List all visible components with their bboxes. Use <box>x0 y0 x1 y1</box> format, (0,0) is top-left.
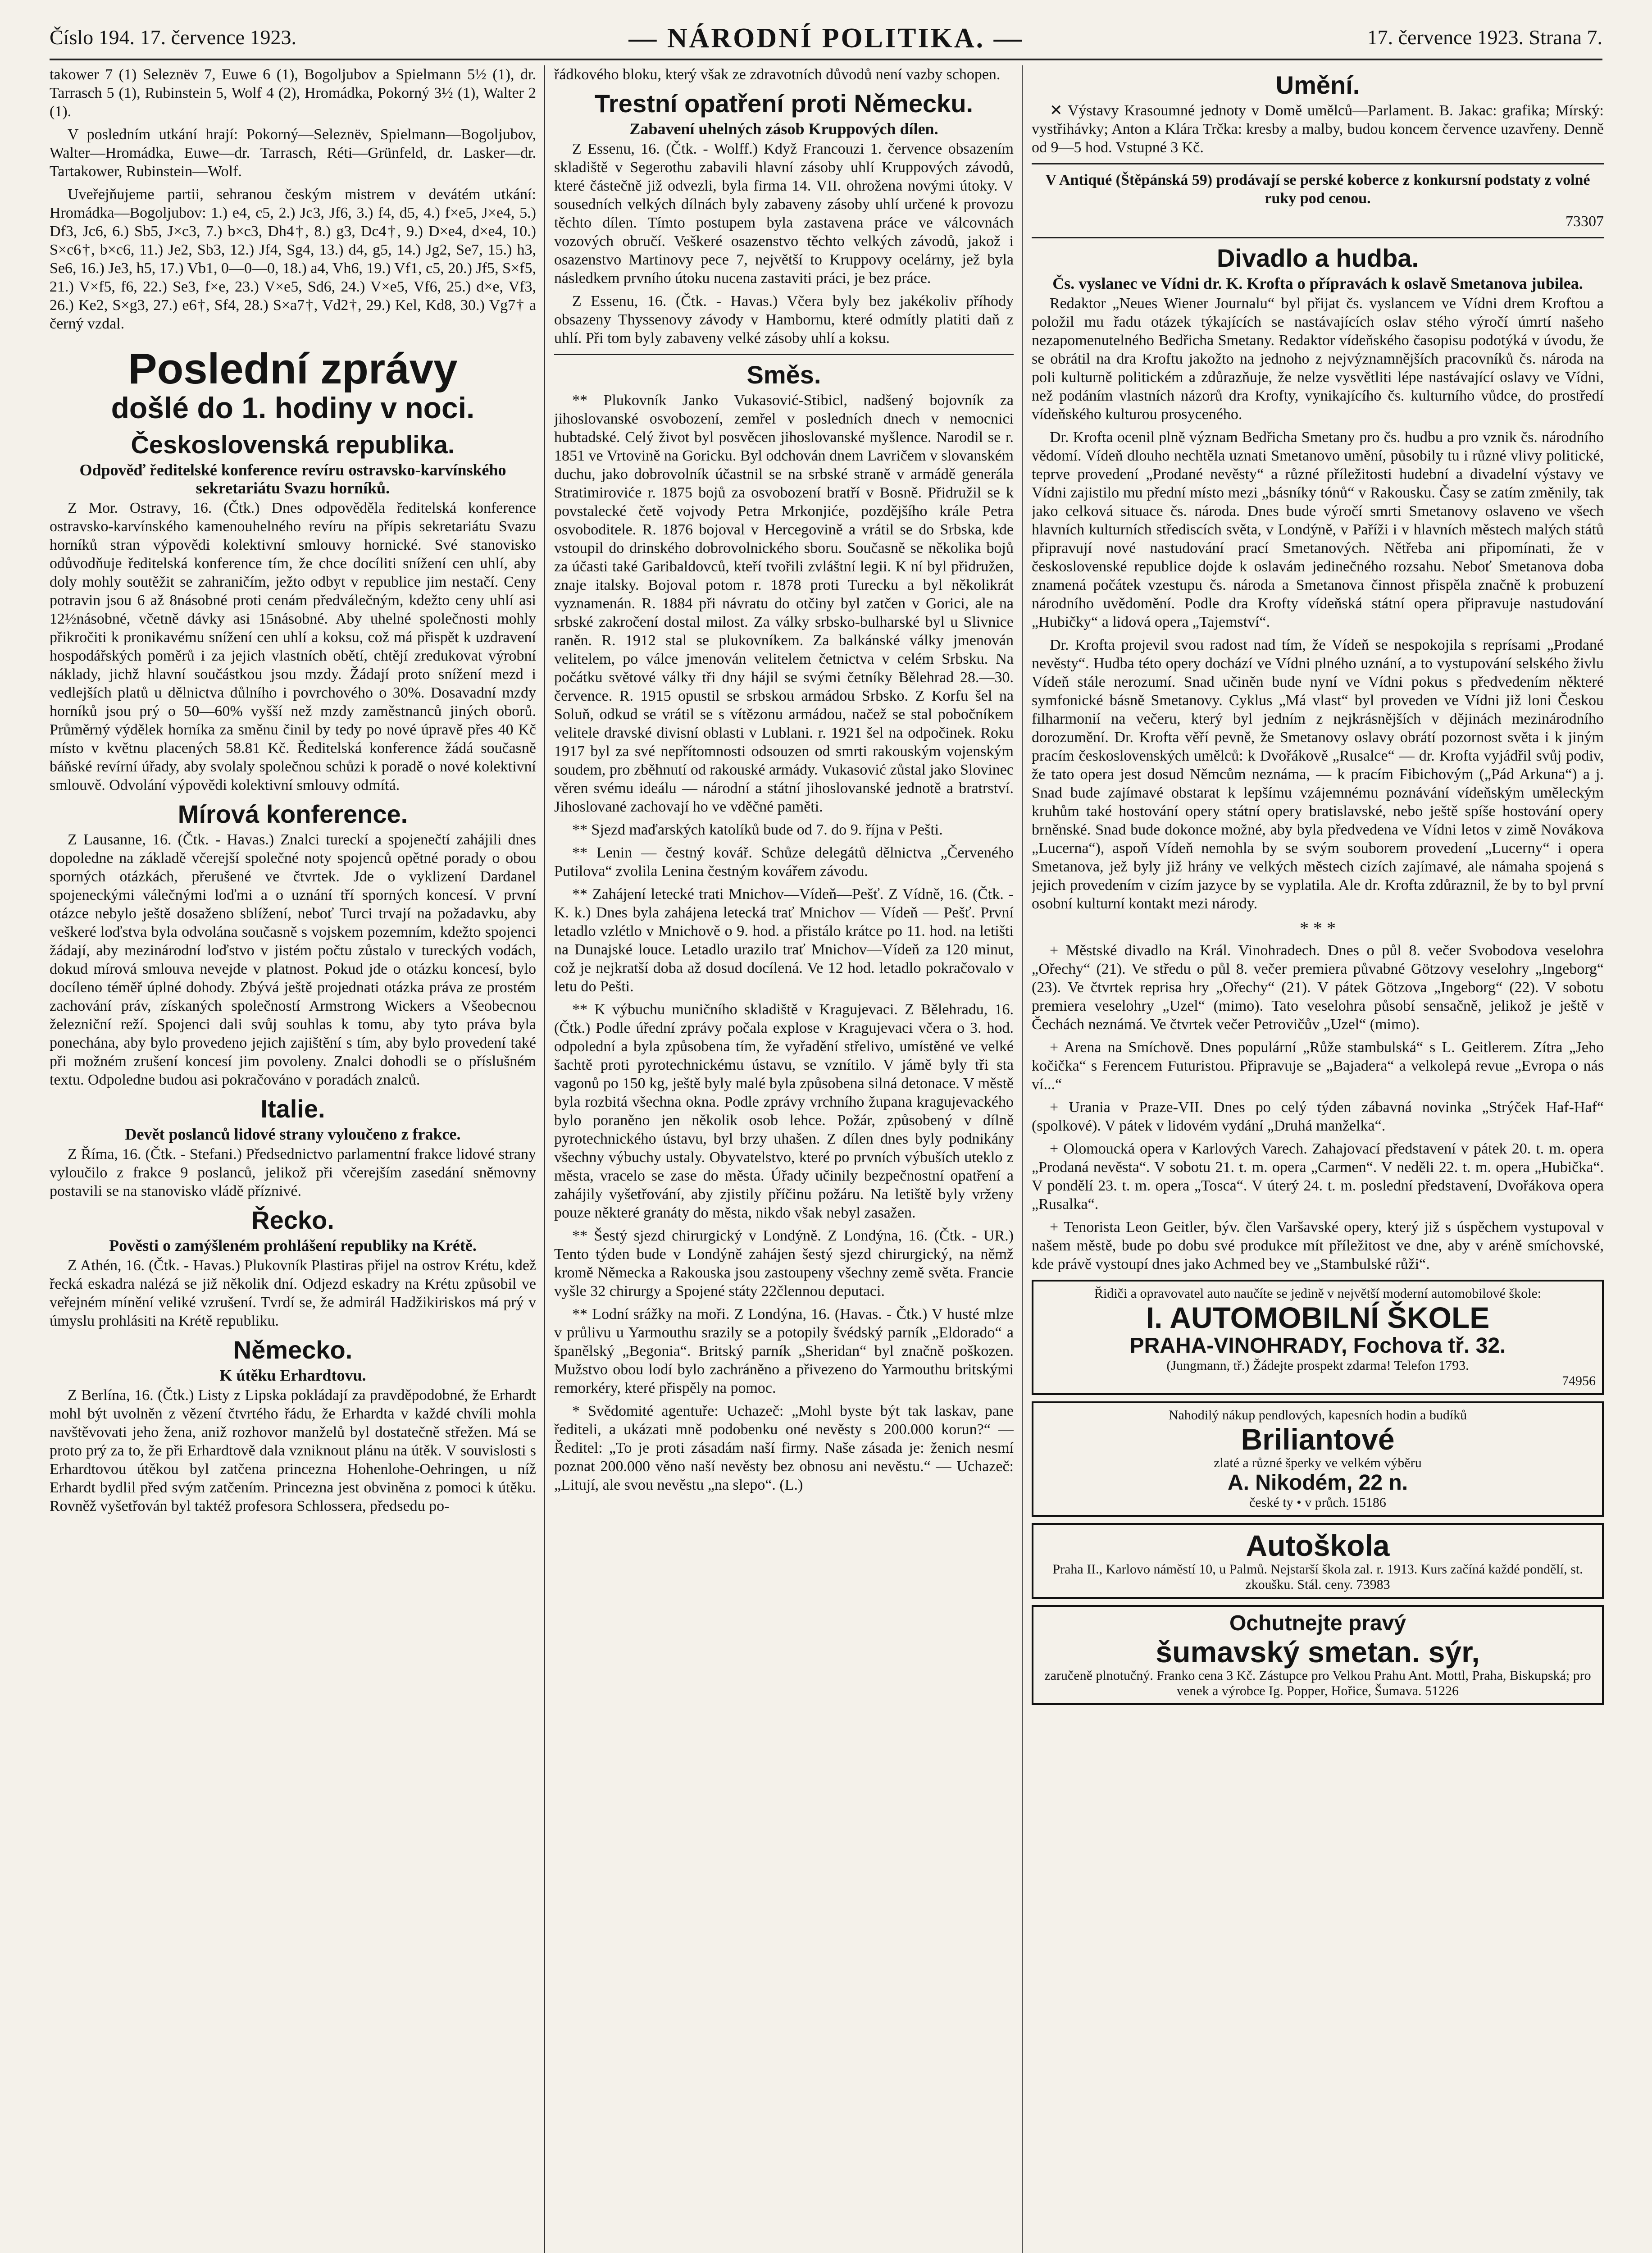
news-item: ** Šestý sjezd chirurgický v Londýně. Z Londýna, 16. (Čtk. - UR.) Tento týden bude v Londýně zahájen šestý sjezd chirurgický, na němž kromě Německa a Rakouska jsou zastoupeny všechny země světa. Francie vyšle 32 chirurgy a Spojené státy 22člennou deputaci. <box>554 1227 1014 1300</box>
column-rule <box>544 65 545 2253</box>
section-heading: Řecko. <box>251 1206 334 1234</box>
column-middle <box>554 65 1014 2253</box>
ad-name: A. Nikodém, 22 n. <box>1227 1471 1408 1495</box>
article-body: Z Athén, 16. (Čtk. - Havas.) Plukovník Plastiras přijel na ostrov Krétu, kdež řecká eskadra nalézá se již několik dní. Odjezd eskadry na Krétu způsobil ve veřejném mínění veliké vzrušení. Tvrdí se, že admirál Hadžikiriskos má prý v úmyslu prohlásiti na Krétě republiku. <box>50 1257 536 1329</box>
news-item: + Tenorista Leon Geitler, býv. člen Varšavské opery, který již s úspěchem vystupoval v našem městě, bude po dobu své produkce mít příležitost ve dne, aby v aréně smíchovské, kde právě vystoupí dnes jako Achmed bey ve „Stambulské růži“. <box>1032 1219 1604 1272</box>
news-item: + Urania v Praze-VII. Dnes po celý týden zábavná novinka „Strýček Haf-Haf“ (spolkové). V pátek v lidovém vydání „Druhá manželka“. <box>1032 1099 1604 1134</box>
late-news-title: Poslední zprávy <box>128 345 458 393</box>
ad-text: Ochutnejte pravý <box>1229 1611 1406 1635</box>
section-heading: Italie. <box>260 1095 325 1123</box>
ad-headline: Autoškola <box>1246 1529 1390 1562</box>
ad-number: 73307 <box>1566 213 1604 230</box>
ad-headline: I. AUTOMOBILNÍ ŠKOLE <box>1146 1301 1490 1334</box>
article-body: Dr. Krofta ocenil plně význam Bedřicha Smetany pro čs. hudbu a pro vznik čs. národního vědomí. Vídeň dlouho nechtěla uznati Smetanovo umění, působily tu i různé vlivy politické, teprve provedení „Prodané nevěsty“ a různé příležitosti hudební a divadelní výstavy ve Vídni zajistilo mu přední místo mezi „básníky tónů“ v Rakousku. Časy se zatím změnily, tak jako celková situace čs. národa. Dnes bude výročí smrti Smetanovy oslaveno ve všech hlavních kulturních střediscích světa, v Londýně, v Paříži i v hlavních městech malých států připravují nové nastudování prací Smetanových. Nětřeba ani připomínati, že v československé republice dojde k oslavám jedinečného rozsahu. Neboť Smetanova doba znamená počátek vzestupu čs. národa a Smetanova činnost přispěla značně k probuzení národního uvědomění. Podle dra Krofty vídeňská státní opera připravuje nastudování „Hubičky“ a lidová opera „Tajemství“. <box>1032 429 1604 630</box>
classified-ad: V Antiqué (Štěpánská 59) prodávají se perské koberce z konkursní podstaty z volné ruky pod cenou. <box>1045 172 1590 207</box>
ad-text: zaručeně plnotučný. Franko cena 3 Kč. Zástupce pro Velkou Prahu Ant. Mottl, Praha, Biskupská; pro venek a výrobce Ig. Popper, Hořice, Šumava. 51226 <box>1044 1668 1591 1698</box>
divider <box>1032 163 1604 164</box>
news-item: ✕ Výstavy Krasoumné jednoty v Domě umělců—Parlament. B. Jakac: grafika; Mírský: vystřihávky; Anton a Klára Trčka: kresby a malby, budou koncem července uzavřeny. Denně od 9—5 hod. Vstupné 3 Kč. <box>1032 102 1604 156</box>
article-body: Z Essenu, 16. (Čtk. - Wolff.) Když Francouzi 1. července obsazením skladiště v Segerothu zabavili hlavní zásoby uhlí Kruppových závodů, které částečně již odvezli, byla firma 14. VII. ohrožena novými útoky. V sousedních velkých dílnách byly zabaveny zásoby uhlí určené k provozu těchto dílen. Tímto postupem byla zastavena práce ve válcovnách vozových obručí. Veškeré osazenstvo těchto velkých závodů, jakož i osazenstvo Martinovy pece 7, největší to Kruppovy ocelárny, jež byla následkem prvního útoku nucena zastaviti práci, je bez práce. <box>554 141 1014 287</box>
late-news-subtitle: došlé do 1. hodiny v noci. <box>111 391 475 424</box>
issue-info: Číslo 194. 17. července 1923. <box>50 26 297 49</box>
page-header <box>50 23 1602 60</box>
chess-results: takower 7 (1) Seleznëv 7, Euwe 6 (1), Bogoljubov a Spielmann 5½ (1), dr. Tarrasch 5 (1), Rubinstein 5, Wolf 4 (2), Hromádka, Pokorný 3½ (1), Walter 2 (1). <box>50 66 536 120</box>
section-heading: Trestní opatření proti Německu. <box>594 89 974 118</box>
article-headline: Odpověď ředitelské konference revíru ostravsko-karvínského sekretariátu Svazu horníků. <box>79 461 506 497</box>
news-item: ** K výbuchu muničního skladiště v Kragujevaci. Z Bělehradu, 16. (Čtk.) Podle úřední zprávy počala explose v Kragujevaci včera o 3. hod. odpolední a byla způsobena tím, že vyřadění střelivo, umístěné ve velké šachtě proti pyrotechnickému ústavu, se vznítilo. V jámě byly tři sta vagonů po 150 kg, ještě byly malé byla způsobena silná detonace. V městě byla rozbitá všechna okna. Podle zprávy vrchního župana kragujevackého bylo poraněno jen několik osob lehce. Požár, způsobený v dílně pyrotechnického ústavu, byl brzy uhašen. Z dílen dnes byly podnikány všechny výbuchy ustaly. Obyvatelstvo, které po prvních výbuších uteklo z města, vracelo se zase do města. Úřady učinily bezpečnostní opatření a zahájily vyšetřování, aby zjistily příčinu požáru. Na letiště byly vrženy pouze některé granáty do města, nikdo však nebyl zasažen. <box>554 1001 1014 1221</box>
ad-text: Nahodilý nákup pendlových, kapesních hodin a budíků <box>1168 1408 1467 1423</box>
ad-headline: Briliantové <box>1241 1423 1395 1456</box>
column-rule <box>1022 65 1023 2253</box>
star-divider: * * * <box>1300 918 1336 938</box>
news-item: + Arena na Smíchově. Dnes populární „Růže stambulská“ s L. Geitlerem. Zítra „Jeho kočička“ s Ferencem Futuristou. Připravuje se „Bajadera“ a velkolepá revue „Evropa o nás ví...“ <box>1032 1039 1604 1093</box>
section-heading: Mírová konference. <box>177 800 408 828</box>
news-item: * Svědomité agentuře: Uchazeč: „Mohl byste být tak laskav, pane řediteli, a ukázati mně podobenku oné nevěsty s 200.000 korun?“ — Ředitel: „To je proti zásadám naší firmy. Naše zásada je: ženich nesmí poznat 200.000 věno naší nevěsty bez obnosu ani nevěstu.“ — Uchazeč: „Litují, ale svou nevěstu „na slepo“. (L.) <box>554 1403 1014 1493</box>
chess-game: Uveřejňujeme partii, sehranou českým mistrem v devátém utkání: Hromádka—Bogoljubov: 1.) e4, c5, 2.) Jc3, Jf6, 3.) f4, d5, 4.) f×e5, J×e4, 5.) Df3, Jc6, 6.) Sb5, J×c3, 7.) b×c3, Dh4†, 8.) g3, Dc4†, 9.) D×e4, d×e4, 10.) S×c6†, b×c6, 11.) Je2, Sb3, 12.) Jf4, Sg4, 13.) d4, g5, 14.) Jg2, Se7, 15.) h3, Se6, 16.) Je3, h5, 17.) Vb1, 0—0—0, 18.) a4, Vh6, 19.) Vf1, c5, 20.) Jf5, S×f5, 21.) V×f5, f6, 22.) Se3, f×e, 23.) V×e5, Sd6, 24.) V×e5, Vf6, 25.) d×e, Vf3, 26.) Ke2, S×g3, 27.) e6†, Sf4, 28.) S×a7†, Vd2†, 29.) Kel, Kd8, 30.) Vg7† a černý vzdal. <box>50 186 536 332</box>
news-item: ** Plukovník Janko Vukasović-Stibicl, nadšený bojovník za jihoslovanské osvobození, zemřel v posledních dnech v nemocnici hubtadské. Celý život byl posvěcen jihoslovanské myšlence. Narodil se r. 1851 ve Vrtovině na Goricku. Byl odchován dnem Lavričem v slovanském duchu, jako dobrovolník účastnil se na srbské straně v armádě generála Stratimiroviće r. 1875 bojů za osvobození bratří v Bosně. Přidružil se k povstalecké četě vojvody Petra Mrkonjiće, pozdějšího krále Petra osvoboditele. R. 1876 bojoval v Hercegovině a vrátil se do Srbska, kde vstoupil do drinského dobrovolnického sboru. Současně se několika bojů za účasti také Garibaldovců, kteří tvořili zvláštní legii. K ní byl přidružen, znaje italsky. Bojoval potom r. 1878 proti Turecku a byl několikrát vyznamenán. R. 1884 při návratu do otčiny byl zatčen v Gorici, ale na srbské zakročení dostal milost. Za války srbsko-bulharské byl u Slivnice raněn. R. 1912 stal se plukovníkem. Za balkánské války jmenován velitelem, po válce jmenován velitelem četnictva v celém Srbsku. Na počátku světové války tři dny hájil se svými četníky Bělehrad 28.—30. července. R. 1915 opustil se srbskou armádou Srbsko. Z Korfu šel na Soluň, odkud se vrátil se s vítězonu armádou, načež se stal pobočníkem velitele dravské divisní oblasti v Lublani. r. 1921 šel na odpočinek. Roku 1917 byl za své nepřítomnosti odsouzen od smrti rakouským vojenským soudem, pro zběhnutí od rakouské armády. Vukasović zůstal jako Slovinec věren svému ideálu — národní a státní jihoslovanské jednotě a bratrství. Jihoslované zachovají ho ve vděčné paměti. <box>554 392 1014 815</box>
article-body: řádkového bloku, který však ze zdravotních důvodů není vazby schopen. <box>554 66 1001 83</box>
ad-cheese <box>1032 1605 1604 1705</box>
ad-text: zlaté a různé šperky ve velkém výběru <box>1214 1455 1422 1470</box>
section-heading: Směs. <box>746 360 821 389</box>
column-right <box>1032 65 1604 2253</box>
ad-text: Řidiči a opravovatel auto naučíte se jedině v největší moderní automobilové škole: <box>1094 1286 1542 1301</box>
article-body: Dr. Krofta projevil svou radost nad tím, že Vídeň se nespokojila s reprísami „Prodané nevěsty“. Hudba této opery dochází ve Vídni plného uznání, a to vystupování selského živlu Vídeň stále nerozumí. Snad učiněn bude nyní ve Vídni pokus s předvedením některé symfonické básně Smetanovy. Cyklus „Má vlast“ byl proveden ve Vídni již loni Českou filharmonií na večeru, který byl jedním z nejkrásnějších v dějinách mezinárodního dorozumění. Dr. Krofta věří pevně, že Smetanovy oslavy obrátí pozornost světa i k jiným pracím československých umělců: k Dvořákově „Rusalce“ — dr. Krofta vyjádřil svůj podiv, že tato opera jest dosud Němcům neznáma, — k pracím Fibichovým („Pád Arkuna“) a j. Snad bude zajímavé obstarat k lepšímu vzájemnému poznávání vídeňským uměleckým kruhům také hostování opery státní opery bratislavské, nebo ještě spíše hostování opery brněnské. Snad bude dokonce možné, aby byla předvedena ve Vídni letos v zimě Novákova „Lucerna“), aspoň Vídeň nemohla by se svým souborem provedení „Lucerny“ i opera Smetanova, jež byly již hrány ve velkých městech cizích zajímavé, ale námaha spojená s jejich provedením v cizím jazyce by se vyplatila. Ale dr. Krofta zdůraznil, že by to byl první osobní kulturní kontakt mezi národy. <box>1032 637 1604 912</box>
article-headline: Pověsti o zamýšleném prohlášení republiky na Krétě. <box>109 1236 477 1254</box>
article-headline: Devět poslanců lidové strany vyloučeno z frakce. <box>125 1125 461 1143</box>
article-body: Z Lausanne, 16. (Čtk. - Havas.) Znalci tureckí a spojenečtí zahájili dnes dopoledne na základě včerejší společné noty spojenců opětné porady o obou sporných otázkách, přerušené ve čtvrtek. Jde o vyklizení Dardanel spojeneckými válečnými loďmi a o uznání tří sporných koncesí. V první otázce nebylo ještě dosaženo sblížení, neboť Turci trvají na požadavku, aby veškeré loďstva byla odvolána současně s vojskem pozemním, kdežto spojenci žádají, aby mezinárodní loďstvo v jistém počtu zůstalo v tureckých vodách, dokud mírová smlouva nevejde v platnost. Pokud jde o otázku koncesí, bylo docíleno téměř úplné dohody. Zbývá ještě projednati otázka práva ze prostém zachování práv, získaných společností Armstrong Wickers a Všeobecnou železniční reží. Spojenci dali svůj souhlas k tomu, aby tyto práva byla ponechána, aby bylo provedeno jejich zajištění s tím, aby bylo provedení také při možném zrušení koncesí jim povoleny. Znalci dohodli se o příslušném textu. Odpoledne budou asi pokračováno v poradách znalců. <box>50 831 536 1088</box>
article-headline: Zabavení uhelných zásob Kruppových dílen. <box>629 120 938 138</box>
ad-text: (Jungmann, tř.) Žádejte prospekt zdarma! Telefon 1793. <box>1166 1358 1469 1373</box>
ad-headline: šumavský smetan. sýr, <box>1156 1635 1480 1669</box>
chess-pairings: V posledním utkání hrají: Pokorný—Seleznëv, Spielmann—Bogoljubov, Walter—Hromádka, Euwe—dr. Tarrasch, Réti—Grünfeld, dr. Lasker—dr. Tartakower, Rubinstein—Wolf. <box>50 126 536 180</box>
section-heading: Umění. <box>1275 71 1360 99</box>
article-headline: K útěku Erhardtovu. <box>219 1366 366 1384</box>
news-item: ** Lenin — čestný kovář. Schůze delegátů dělnictva „Červeného Putilova“ zvolila Lenina čestným kovářem závodu. <box>554 844 1014 880</box>
article-body: Z Essenu, 16. (Čtk. - Havas.) Včera byly bez jakékoliv příhody obsazeny Thyssenovy závody v Hambornu, které odmítly platiti daň z uhlí. Při tom byly zabaveny velké zásoby uhlí a koksu. <box>554 293 1014 347</box>
ad-text: české ty • v průch. 15186 <box>1249 1495 1386 1510</box>
ad-automobile-school <box>1032 1280 1604 1395</box>
news-item: + Městské divadlo na Král. Vinohradech. Dnes o půl 8. večer Svobodova veselohra „Ořechy“ (21). Ve středu o půl 8. večer premiera půvabné Götzovy veselohry „Ingeborg“ (23). Ve čtvrtek reprisa hry „Ořechy“ (21). V pátek Götzova „Ingeborg“ (22). V sobotu premiera veselohry „Uzel“ (mimo). Tato veselohra působí sensačně, jelikož je ještě v Čechách neznámá. Ve čtvrtek večer Petrovičův „Uzel“ (mimo). <box>1032 942 1604 1033</box>
section-heading: Německo. <box>233 1336 353 1364</box>
ad-text: Praha II., Karlovo náměstí 10, u Palmů. Nejstarší škola zal. r. 1913. Kurs začíná každé pondělí, st. zkoušku. Stál. ceny. 73983 <box>1052 1562 1583 1592</box>
news-item: ** Lodní srážky na moři. Z Londýna, 16. (Havas. - Čtk.) V husté mlze v průlivu u Yarmouthu srazily se a potopily švédský parník „Eldorado“ a španělský „Begonia“. Britský parník „Sheridan“ byl značně poškozen. Mužstvo obou lodí bylo zachráněno a přivezeno do Yarmouthu britskými remorkéry, které přispěly na pomoc. <box>554 1306 1014 1396</box>
ad-address: PRAHA-VINOHRADY, Fochova tř. 32. <box>1129 1334 1506 1358</box>
ad-number: 74956 <box>1562 1373 1596 1388</box>
news-item: ** Zahájení letecké trati Mnichov—Vídeň—Pešť. Z Vídně, 16. (Čtk. - K. k.) Dnes byla zahájena letecká trať Mnichov — Vídeň — Pešť. První letadlo vzlétlo v Mnichově o 9. hod. a přistálo krátce po 11. hod. na letišti na Dunajské louce. Letadlo urazilo trať Mnichov—Vídeň za 120 minut, což je nejkratší doba až dosud docílená. Ve 12 hod. letadlo pokračovalo v letu do Pešti. <box>554 886 1014 995</box>
section-heading: Československá republika. <box>131 430 455 459</box>
newspaper-title: — NÁRODNÍ POLITIKA. — <box>628 23 1024 54</box>
article-body: Redaktor „Neues Wiener Journalu“ byl přijat čs. vyslancem ve Vídni drem Kroftou a položil mu řadu otázek týkajících se nastávajících oslav stého výročí úmrtí našeho nezapomenutelného Bedřicha Smetany. Redaktor vídeňského časopisu podotýká v úvodu, že se obrátil na dra Kroftu jakožto na jednoho z nejvýznamnějších pracovníků čs. národa na poli kulturně politickém a zdůrazňuje, že nelze vysvětliti lépe nastávající oslavy ve Vídni, než podáním vlastních názorů dra Krofty, vynikajícího čs. kulturního vůdce, do prostředí vídeňského kulturou prosyceného. <box>1032 295 1604 423</box>
divider <box>554 354 1014 355</box>
article-body: Z Berlína, 16. (Čtk.) Listy z Lipska pokládají za pravděpodobné, že Erhardt mohl být uvolněn z vězení čtvrtého řádu, že Erhardta v každé chvíli mohla navštěvovati jeho žena, aniž rozhovor manželů byl dostatečně střežen. Má se proto prý za to, že při Erhardtově dala vzniknout plánu na útěk. V souvislosti s Erhardtovou útěkou byl zatčena princezna Hohenlohe-Oehringen, u níž Erhardt bydlil před svým zatčením. Princezna jest obviněna z pomoci k útěku. Rovněž vyšetřován byl taktéž profesora Schlossera, předsedu po- <box>50 1387 536 1514</box>
column-left <box>50 65 536 2253</box>
ad-jeweller <box>1032 1401 1604 1517</box>
section-heading: Divadlo a hudba. <box>1216 244 1419 272</box>
news-item: + Olomoucká opera v Karlových Varech. Zahajovací představení v pátek 20. t. m. opera „Prodaná nevěsta“. V sobotu 21. t. m. opera „Carmen“. V neděli 22. t. m. opera „Hubička“. V pondělí 23. t. m. opera „Tosca“. V úterý 24. t. m. poslední představení, Dvořákova opera „Rusalka“. <box>1032 1140 1604 1213</box>
article-body: Z Mor. Ostravy, 16. (Čtk.) Dnes odpověděla ředitelská konference ostravsko-karvínského kamenouhelného revíru na přípis sekretariátu Svazu horníků stran výpovědi kolektivní smlouvy hornické. Své stanovisko odůvodňuje ředitelská konference tím, že chce docíliti snížení cen uhlí, aby doly mohly soutěžit se zahraničím, ježto odbyt v republice jim nestačí. Ceny potravin jsou 6 až 8násobné proti cenám předválečným, kdežto ceny uhlí asi 12½násobné, včetně dávky asi 15násobné. Aby uhelné společnosti mohly přikročiti k pronikavému snížení cen uhlí a koksu, což má přispět k uzdravení hospodářských poměrů i za jejich vlastních obětí, chtějí zredukovat výrobní náklady, jichž hlavní součástkou jsou mzdy. Žádají proto snížení mezd i vedlejších platů u dělnictva důlního i povrchového o 30%. Dosavadní mzdy horníků jsou prý o 50—60% vyšší než mzdy zaměstnanců jiných oborů. Průměrný výdělek horníka za směnu činil by tedy po nové úpravě přes 40 Kč místo v květnu placených 58.81 Kč. Ředitelská konference žádá současně báňské revírní úřady, aby svolaly společnou schůzi k poradě o nové kolektivní smlouvě. Odvolání výpovědi kolektivní smlouvy odmítá. <box>50 500 536 794</box>
page-number: 17. července 1923. Strana 7. <box>1367 26 1602 49</box>
news-item: ** Sjezd maďarských katolíků bude od 7. do 9. října v Pešti. <box>572 821 943 838</box>
ad-driving-school <box>1032 1523 1604 1599</box>
article-body: Z Říma, 16. (Čtk. - Stefani.) Předsednictvo parlamentní frakce lidové strany vyloučilo z frakce 9 poslanců, jelikož při včerejším zasedání sněmovny postavili se na stanovisko vládě příznivé. <box>50 1146 536 1199</box>
divider <box>1032 237 1604 238</box>
article-headline: Čs. vyslanec ve Vídni dr. K. Krofta o přípravách k oslavě Smetanova jubilea. <box>1052 274 1583 292</box>
